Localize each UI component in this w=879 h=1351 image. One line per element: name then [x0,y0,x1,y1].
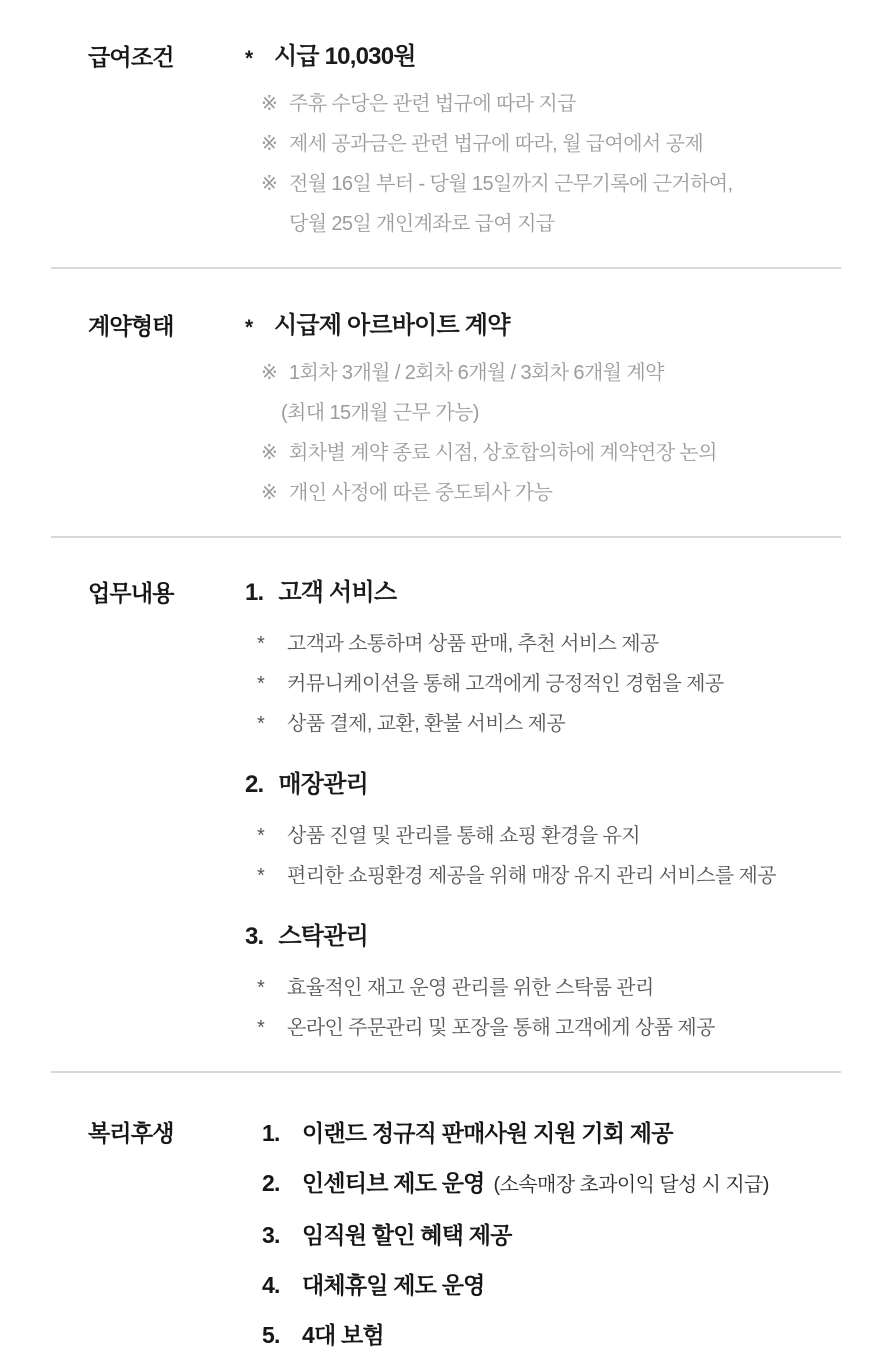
contract-heading-text: 시급제 아르바이트 계약 [274,312,510,339]
duties-content [245,578,839,1041]
salary-heading-text: 시급 10,030원 [274,43,416,70]
bullet-text: 편리한 쇼핑환경 제공을 위해 매장 유지 관리 서비스를 제공 [287,865,776,887]
bullet-text: 고객과 소통하며 상품 판매, 추천 서비스 제공 [287,633,659,655]
benefit-text: 4대 보험 [302,1322,384,1348]
asterisk-marker: * [257,633,265,655]
group-title-text: 고객 서비스 [278,579,397,606]
duty-group-title [245,770,839,800]
duty-group-customer-service [245,578,839,737]
section-label-benefits: 복리후생 [88,1120,174,1146]
asterisk-marker: * [257,1017,265,1039]
section-contract [0,311,879,506]
asterisk-marker: * [257,865,265,887]
note-line [261,91,839,117]
benefit-text: 이랜드 정규직 판매사원 지원 기회 제공 [302,1120,673,1146]
reference-mark-icon: ※ [261,173,278,195]
bullet-line [257,1015,839,1041]
note-text: 개인 사정에 따른 중도퇴사 가능 [289,482,553,504]
note-line [261,171,839,237]
asterisk-marker: * [245,316,253,339]
benefit-text: 인센티브 제도 운영 [302,1170,485,1196]
bullet-line [257,975,839,1001]
section-divider [51,1071,841,1073]
reference-mark-icon: ※ [261,93,278,115]
benefit-text-note: (소속매장 초과이익 달성 시 지급) [493,1174,769,1196]
contract-notes [245,360,839,506]
benefit-item [262,1220,839,1251]
benefit-number: 4. [262,1272,280,1298]
note-text-main: 1회차 3개월 / 2회차 6개월 / 3회차 6개월 계약 [289,362,664,384]
benefit-number: 5. [262,1322,280,1348]
asterisk-marker: * [257,673,265,695]
note-text [281,360,664,426]
contract-heading [245,311,839,343]
reference-mark-icon: ※ [261,482,278,504]
duty-bullets [245,631,839,737]
note-text: 회차별 계약 종료 시점, 상호합의하에 계약연장 논의 [289,442,717,464]
section-label-salary: 급여조건 [88,44,174,70]
asterisk-marker: * [257,977,265,999]
benefits-content [245,1118,839,1351]
section-duties [0,578,879,1041]
note-text-continuation: (최대 15개월 근무 가능) [281,402,479,424]
note-text-continuation: 당월 25일 개인계좌로 급여 지급 [289,213,555,235]
section-label-contract: 계약형태 [88,313,174,339]
benefit-item [262,1118,839,1149]
bullet-line [257,711,839,737]
duty-bullets [245,975,839,1041]
section-divider [51,267,841,269]
group-number: 1. [245,579,264,606]
note-text-main: 전월 16일 부터 - 당월 15일까지 근무기록에 근거하여, [289,173,733,195]
group-title-text: 매장관리 [278,771,368,798]
duty-group-stock-management [245,922,839,1041]
bullet-text: 커뮤니케이션을 통해 고객에게 긍정적인 경험을 제공 [287,673,724,695]
reference-mark-icon: ※ [261,442,278,464]
group-number: 2. [245,771,264,798]
benefit-text: 임직원 할인 혜택 제공 [302,1222,512,1248]
salary-content [245,42,839,237]
duty-group-title [245,922,839,952]
section-label-duties: 업무내용 [88,580,174,606]
benefit-number: 1. [262,1120,280,1146]
bullet-line [257,671,839,697]
note-line [261,440,839,466]
salary-notes [245,91,839,237]
benefit-text: 대체휴일 제도 운영 [302,1272,485,1298]
section-salary [0,42,879,237]
bullet-text: 효율적인 재고 운영 관리를 위한 스탁룸 관리 [287,977,654,999]
benefit-number: 3. [262,1222,280,1248]
bullet-text: 상품 결제, 교환, 환불 서비스 제공 [287,713,566,735]
note-text [289,171,733,237]
salary-heading [245,42,839,74]
note-line [261,360,839,426]
note-line [261,131,839,157]
group-number: 3. [245,923,264,950]
reference-mark-icon: ※ [261,133,278,155]
bullet-line [257,631,839,657]
asterisk-marker: * [245,47,253,70]
duty-group-store-management [245,770,839,889]
bullet-text: 상품 진열 및 관리를 통해 쇼핑 환경을 유지 [287,825,640,847]
bullet-text: 온라인 주문관리 및 포장을 통해 고객에게 상품 제공 [287,1017,715,1039]
bullet-line [257,863,839,889]
bullet-line [257,823,839,849]
group-title-text: 스탁관리 [278,923,368,950]
benefit-number: 2. [262,1170,280,1196]
duty-group-title [245,578,839,608]
section-benefits [0,1118,879,1351]
asterisk-marker: * [257,713,265,735]
note-text: 주휴 수당은 관련 법규에 따라 지급 [289,93,576,115]
asterisk-marker: * [257,825,265,847]
contract-content [245,311,839,506]
benefit-item [262,1270,839,1301]
duty-bullets [245,823,839,889]
section-divider [51,536,841,538]
reference-mark-icon: ※ [261,362,278,384]
note-line [261,480,839,506]
benefit-item [262,1168,839,1201]
note-text: 제세 공과금은 관련 법규에 따라, 월 급여에서 공제 [289,133,704,155]
